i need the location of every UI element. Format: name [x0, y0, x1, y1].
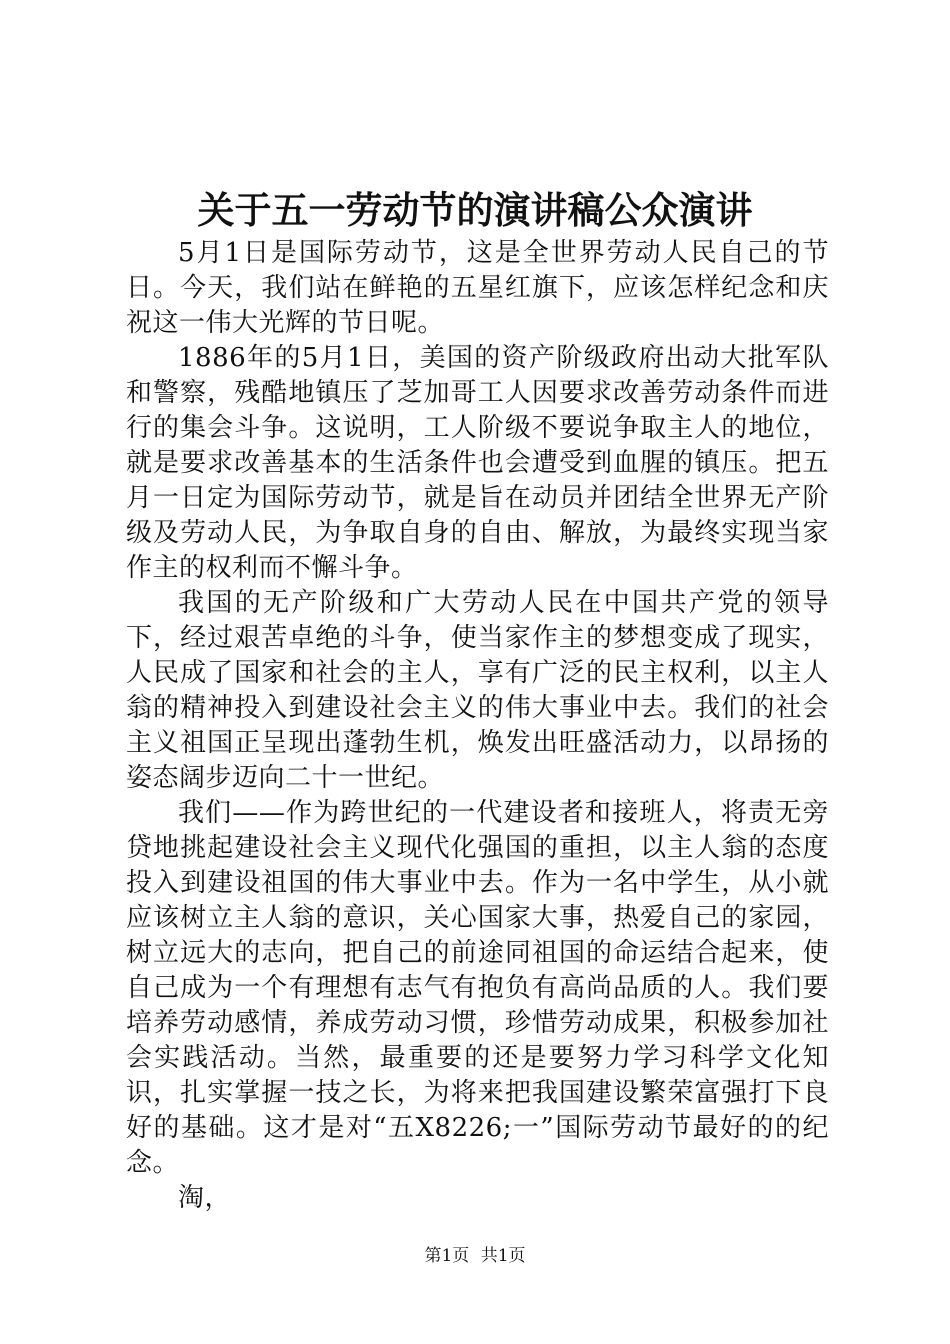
paragraph: 淘，: [178, 1183, 232, 1213]
paragraph: 我们——作为跨世纪的一代建设者和接班人，将责无旁贷地挑起建设社会主义现代化强国的重担，以主人翁的态度投入到建设祖国的伟大事业中去。作为一名中学生，从小就应该树立主人翁的意识，关心国家大事，热爱自己的家园，树立远大的志向，把自己的前途同祖国的命运结合起来，使自己成为一个有理想有志气有抱负有高尚品质的人。我们要培养劳动感情，养成劳动习惯，珍惜劳动成果，积极参加社会实践活动。当然，最重要的还是要努力学习科学文化知识，扎实掌握一技之长，为将来把我国建设繁荣富强打下良好的基础。这才是对“五X8226;一”国际劳动节最好的的纪念。: [126, 798, 829, 1178]
page-number: 第1页: [424, 1246, 470, 1266]
paragraph: 我国的无产阶级和广大劳动人民在中国共产党的领导下，经过艰苦卓绝的斗争，使当家作主的梦想变成了现实，人民成了国家和社会的主人，享有广泛的民主权利，以主人翁的精神投入到建设社会主义的伟大事业中去。我们的社会主义祖国正呈现出蓬勃生机，焕发出旺盛活动力，以昂扬的姿态阔步迈向二十一世纪。: [126, 588, 829, 793]
document-body: [126, 236, 829, 1216]
paragraph: 5月1日是国际劳动节，这是全世界劳动人民自己的节日。今天，我们站在鲜艳的五星红旗下，应该怎样纪念和庆祝这一伟大光辉的节日呢。: [126, 238, 829, 338]
document-title: 关于五一劳动节的演讲稿公众演讲: [197, 188, 753, 232]
page-footer: [0, 1244, 950, 1268]
page-total: 共1页: [480, 1246, 526, 1266]
paragraph: 1886年的5月1日，美国的资产阶级政府出动大批军队和警察，残酷地镇压了芝加哥工人因要求改善劳动条件而进行的集会斗争。这说明，工人阶级不要说争取主人的地位，就是要求改善基本的生活条件也会遭受到血腥的镇压。把五月一日定为国际劳动节，就是旨在动员并团结全世界无产阶级及劳动人民，为争取自身的自由、解放，为最终实现当家作主的权利而不懈斗争。: [126, 343, 829, 583]
